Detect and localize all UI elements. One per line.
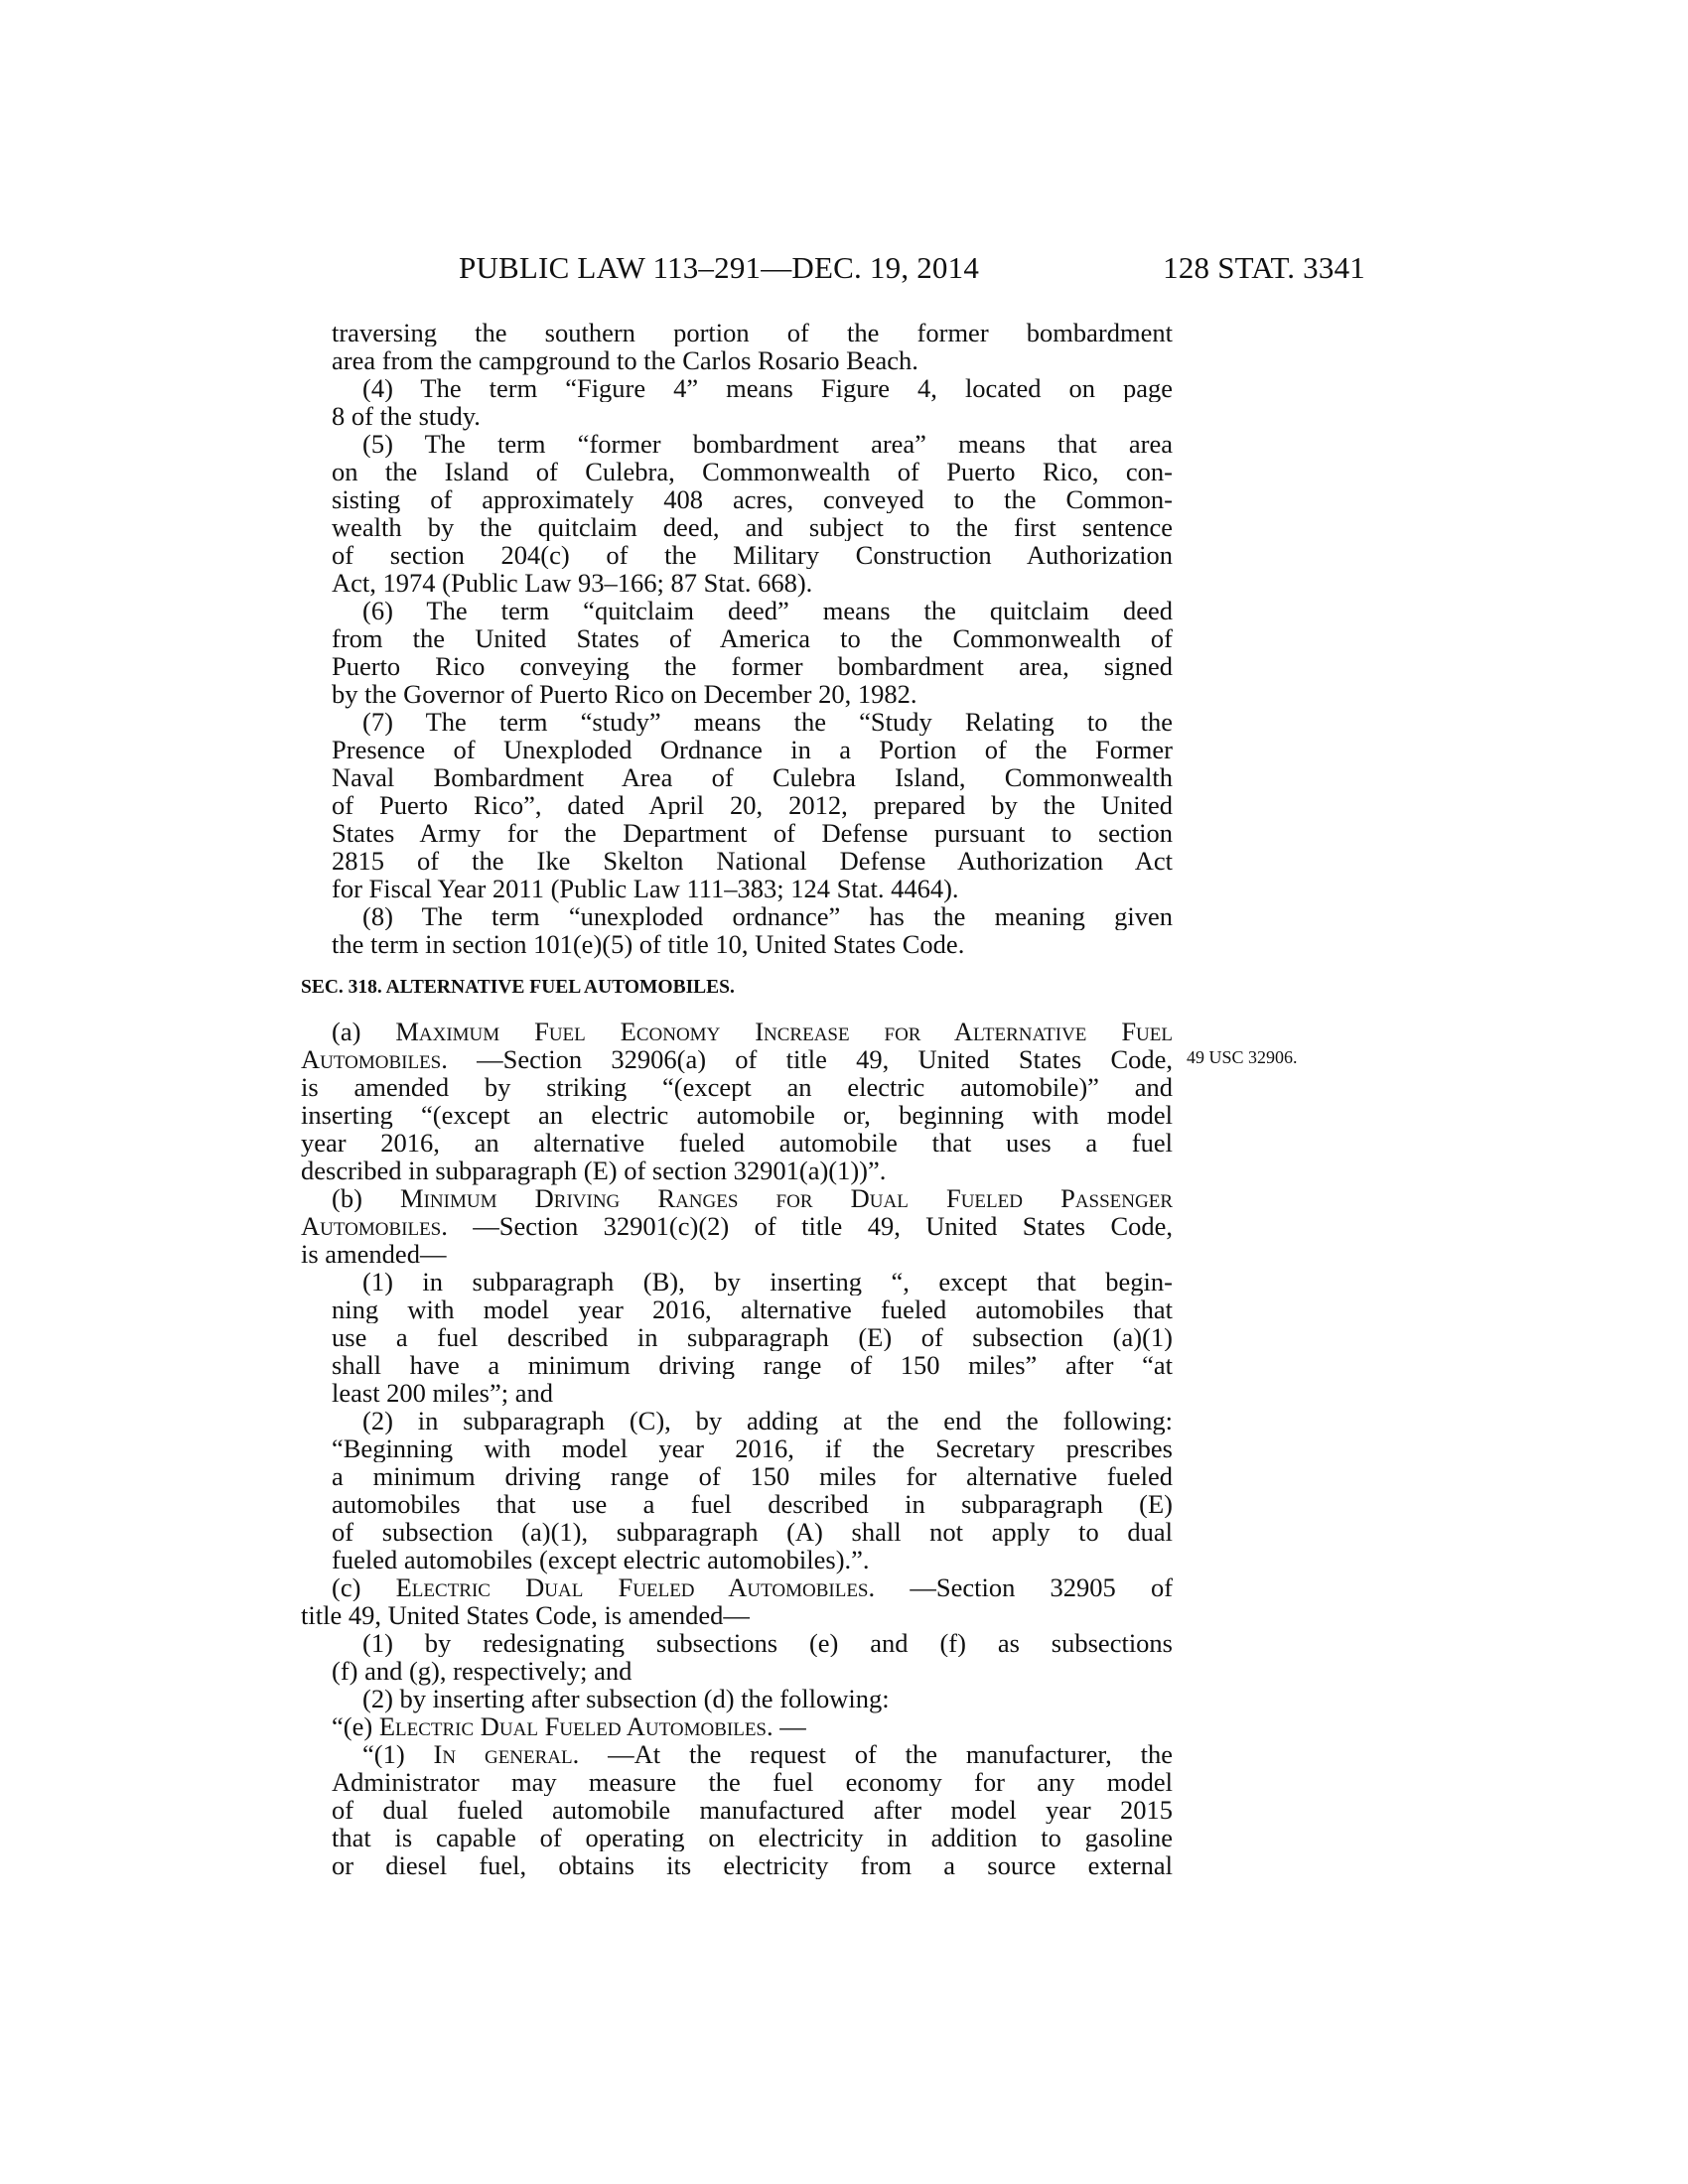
text-line: of subsection (a)(1), subparagraph (A) shall not apply to dual (332, 1518, 1173, 1546)
small-caps-heading: Minimum Driving Ranges for Dual Fueled Passenger (400, 1184, 1173, 1212)
text-line (301, 1045, 1173, 1073)
line-text: —Section 32906(a) of title 49, United States Code, (477, 1045, 1173, 1073)
text-line: inserting “(except an electric automobile or, beginning with model (301, 1101, 1173, 1129)
text-line: Presence of Unexploded Ordnance in a Portion of the Former (332, 736, 1173, 763)
text-line: Administrator may measure the fuel economy for any model (332, 1768, 1173, 1796)
text-line: of Puerto Rico”, dated April 20, 2012, prepared by the United (332, 791, 1173, 819)
text-line: automobiles that use a fuel described in subparagraph (E) (332, 1490, 1173, 1518)
text-line: on the Island of Culebra, Commonwealth of Puerto Rico, con- (332, 458, 1173, 485)
text-line: title 49, United States Code, is amended— (301, 1600, 750, 1630)
text-line: “Beginning with model year 2016, if the Secretary prescribes (332, 1434, 1173, 1462)
text-line (332, 1573, 1173, 1601)
text-line: of dual fueled automobile manufactured after model year 2015 (332, 1796, 1173, 1824)
text-line: that is capable of operating on electricity in addition to gasoline (332, 1824, 1173, 1851)
text-line: Naval Bombardment Area of Culebra Island, Commonwealth (332, 763, 1173, 791)
line-text: “(e) (332, 1711, 379, 1741)
text-line: a minimum driving range of 150 miles for alternative fueled (332, 1462, 1173, 1490)
text-line: use a fuel described in subparagraph (E) of subsection (a)(1) (332, 1323, 1173, 1351)
text-line: (f) and (g), respectively; and (332, 1656, 633, 1686)
page-number: 128 STAT. 3341 (1163, 250, 1365, 285)
text-line: States Army for the Department of Defense pursuant to section (332, 819, 1173, 847)
small-caps-heading: Electric Dual Fueled Automobiles. (378, 1711, 774, 1741)
text-line: the term in section 101(e)(5) of title 10, United States Code. (332, 929, 965, 959)
text-line: (2) in subparagraph (C), by adding at the end the following: (362, 1407, 1173, 1434)
text-line: (8) The term “unexploded ordnance” has the meaning given (362, 902, 1173, 930)
text-line: (7) The term “study” means the “Study Relating to the (362, 708, 1173, 736)
text-line: from the United States of America to the Commonwealth of (332, 624, 1173, 652)
text-line: (1) by redesignating subsections (e) and (f) as subsections (362, 1629, 1173, 1657)
text-line: is amended by striking “(except an electric automobile)” and (301, 1073, 1173, 1101)
line-text: —Section 32905 of (910, 1573, 1173, 1601)
small-caps-heading: Automobiles. (301, 1045, 448, 1073)
text-line (301, 1212, 1173, 1240)
text-line: traversing the southern portion of the former bombardment (332, 319, 1173, 346)
text-line (332, 1184, 1173, 1212)
text-line: (2) by inserting after subsection (d) the following: (362, 1684, 890, 1713)
text-line (332, 1712, 1173, 1740)
text-line: shall have a minimum driving range of 150 miles” after “at (332, 1351, 1173, 1379)
text-line: of section 204(c) of the Military Construction Authorization (332, 541, 1173, 569)
line-text: (c) (332, 1573, 396, 1601)
small-caps-heading: Automobiles. (301, 1212, 448, 1240)
text-line (332, 1018, 1173, 1045)
small-caps-heading: Electric Dual Fueled Automobiles. (395, 1573, 876, 1601)
text-line: Puerto Rico conveying the former bombardment area, signed (332, 652, 1173, 680)
text-line: year 2016, an alternative fueled automobile that uses a fuel (301, 1129, 1173, 1157)
text-line: (6) The term “quitclaim deed” means the quitclaim deed (362, 597, 1173, 624)
text-line: Act, 1974 (Public Law 93–166; 87 Stat. 668). (332, 568, 813, 598)
text-line: fueled automobiles (except electric automobiles).”. (332, 1545, 870, 1574)
text-line: (5) The term “former bombardment area” means that area (362, 430, 1173, 458)
text-line: area from the campground to the Carlos Rosario Beach. (332, 345, 918, 375)
text-line: (4) The term “Figure 4” means Figure 4, located on page (362, 374, 1173, 402)
section-heading: SEC. 318. ALTERNATIVE FUEL AUTOMOBILES. (301, 977, 735, 998)
text-line: for Fiscal Year 2011 (Public Law 111–383; 124 Stat. 4464). (332, 874, 959, 903)
margin-note: 49 USC 32906. (1187, 1047, 1298, 1067)
text-line: is amended— (301, 1239, 447, 1269)
text-line: 2815 of the Ike Skelton National Defense Authorization Act (332, 847, 1173, 875)
line-text: —At the request of the manufacturer, the (608, 1740, 1173, 1768)
text-line: wealth by the quitclaim deed, and subject to the first sentence (332, 513, 1173, 541)
text-line: described in subparagraph (E) of section 32901(a)(1))”. (301, 1156, 887, 1185)
text-line (362, 1740, 1173, 1768)
text-line: (1) in subparagraph (B), by inserting “, except that begin- (362, 1268, 1173, 1296)
text-line: sisting of approximately 408 acres, conveyed to the Common- (332, 485, 1173, 513)
text-line: by the Governor of Puerto Rico on December 20, 1982. (332, 679, 917, 709)
line-text: (b) (332, 1184, 401, 1212)
running-header-title: PUBLIC LAW 113–291—DEC. 19, 2014 (459, 250, 980, 285)
small-caps-heading: In general. (433, 1740, 580, 1768)
text-line: 8 of the study. (332, 401, 481, 431)
small-caps-heading: Maximum Fuel Economy Increase for Alternative Fuel (395, 1018, 1173, 1045)
text-line: ning with model year 2016, alternative fueled automobiles that (332, 1296, 1173, 1323)
text-line: least 200 miles”; and (332, 1378, 553, 1408)
line-text: —Section 32901(c)(2) of title 49, United States Code, (473, 1212, 1173, 1240)
line-text: (a) (332, 1018, 396, 1045)
text-line: or diesel fuel, obtains its electricity from a source external (332, 1851, 1173, 1879)
line-text: “(1) (362, 1740, 434, 1768)
line-text: — (779, 1711, 806, 1741)
